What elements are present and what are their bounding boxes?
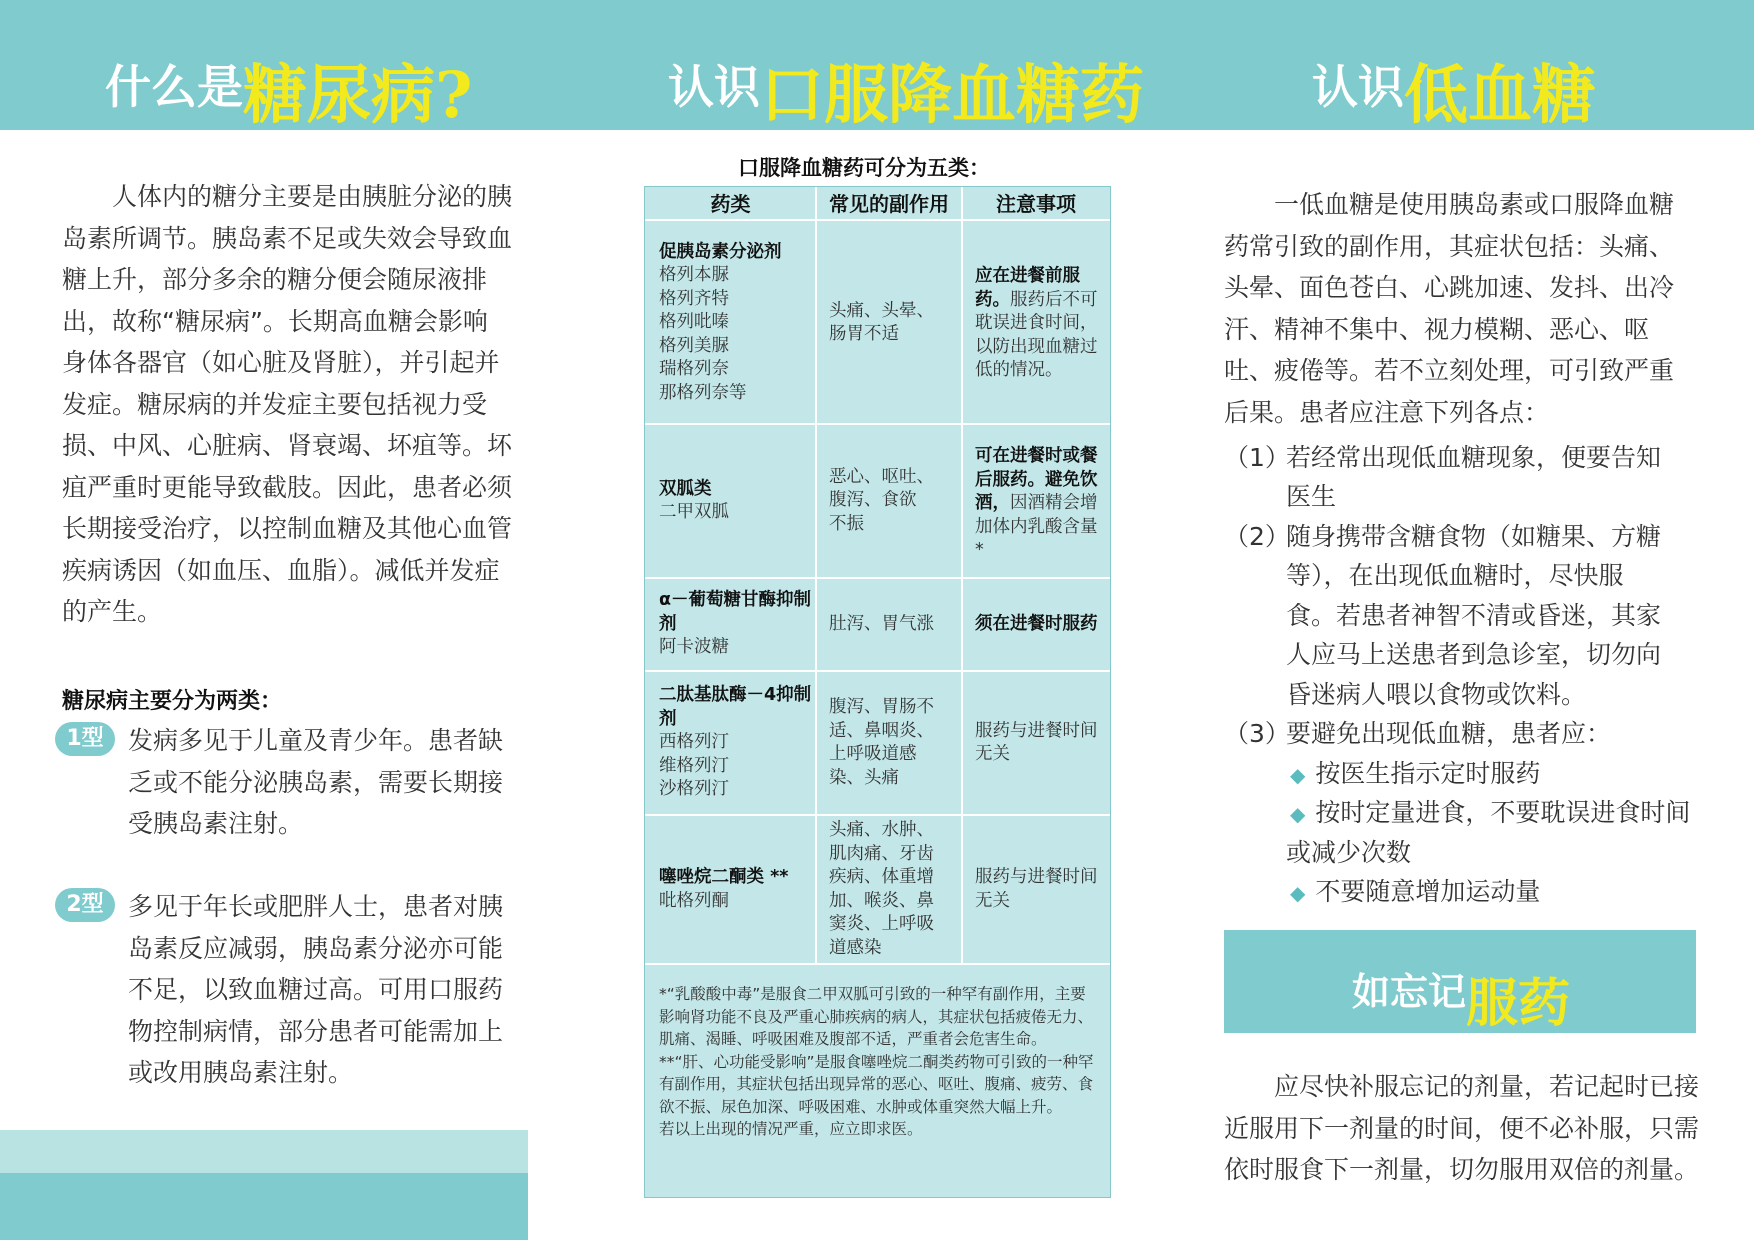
table-row-notes: 服药与进餐时间无关 [975, 720, 1098, 764]
right-section-title: 认识低血糖 [1312, 58, 1596, 133]
table-row-drug: 噻唑烷二酮类 ** 吡格列酮 [659, 867, 789, 911]
column-divider [961, 187, 963, 963]
type2-badge: 2型 [55, 888, 115, 922]
diamond-bullet-icon: ◆ [1290, 763, 1306, 787]
forgot-dose-banner [1224, 930, 1696, 1033]
table-header-drug: 药类 [645, 187, 816, 221]
list-item-text: 人应马上送患者到急诊室，切勿向 [1286, 640, 1662, 669]
hypoglycemia-list [1224, 438, 1696, 908]
bullet-item: ◆ 不要随意增加运动量 [1290, 877, 1541, 906]
table-caption: 口服降血糖药可分为五类： [738, 156, 990, 180]
table-row-side-effects: 腹泻、胃肠不 适、鼻咽炎、 上呼吸道感 染、头痛 [829, 697, 934, 788]
table-row-side-effects: 恶心、呕吐、 腹泻、食欲 不振 [829, 466, 934, 534]
type1-badge: 1型 [55, 722, 115, 756]
diabetes-intro: 人体内的糖分主要是由胰脏分泌的胰 岛素所调节。胰岛素不足或失效会导致血 糖上升，部分多余的糖分便会随尿液排 出，故称“糖尿病”。长期高血糖会影响 身体各器官（如心脏及肾脏），并引起并 发症。糖尿病的并发症主要包括视力受 损、中风、心脏病、肾衰竭、坏疽等。坏 疽严重时更能导致截肢。因此，患者必须 长期接受治疗，以控制血糖及其他心血管 疾病诱因（如血压、血脂）。减低并发症 的产生。 [62, 182, 513, 626]
bullet-item-continuation: 或减少次数 [1286, 838, 1412, 867]
table-header-side-effects: 常见的副作用 [816, 187, 962, 221]
list-item-text: 昏迷病人喂以食物或饮料。 [1286, 680, 1587, 709]
table-row-notes: 服药与进餐时间无关 [975, 867, 1098, 911]
hypoglycemia-intro: 一低血糖是使用胰岛素或口服降血糖 药常引致的副作用，其症状包括：头痛、 头晕、面色苍白、心跳加速、发抖、出冷 汗、精神不集中、视力模糊、恶心、呕 吐、疲倦等。若不立刻处理，可引致严重 后果。患者应注意下列各点： [1224, 190, 1675, 427]
list-item-text: 医生 [1286, 482, 1337, 511]
list-item-number: （2） [1224, 522, 1290, 551]
table-row-drug: 双胍类 二甲双胍 [659, 478, 729, 522]
row-divider [645, 963, 1110, 965]
list-item-number: （1） [1224, 443, 1290, 472]
table-row-notes: 应在进餐前服药。服药后不可耽误进食时间，以防出现血糖过低的情况。 [975, 266, 1098, 380]
diabetes-types-heading: 糖尿病主要分为两类： [62, 689, 283, 714]
table-row-drug: 促胰岛素分泌剂 格列本脲 格列齐特 格列吡嗪 格列美脲 瑞格列奈 那格列奈等 [659, 241, 782, 403]
table-row-drug: α－葡萄糖甘酶抑制剂 阿卡波糖 [659, 590, 812, 658]
diamond-bullet-icon: ◆ [1290, 881, 1306, 905]
table-row-notes: 须在进餐时服药 [975, 613, 1098, 634]
table-footnotes: *“乳酸酸中毒”是服食二甲双胍可引致的一种罕有副作用，主要影响肾功能不良及严重心肺疾病的病人，其症状包括疲倦无力、肌痛、渴睡、呼吸困难及腹部不适，严重者会危害生命。 **“肝、心功能受影响”是服食噻唑烷二酮类药物可引致的一种罕有副作用，其症状包括出现异常的恶心、呕吐、腹痛、疲劳、食欲不振、尿色加深、呼吸困难、水肿或体重突然大幅上升。 若以上出现的情况严重，应立即求医。 [659, 985, 1094, 1138]
table-row-side-effects: 肚泻、胃气涨 [829, 613, 934, 634]
list-item-text: 若经常出现低血糖现象，便要告知 [1286, 443, 1662, 472]
list-item-text: 随身携带含糖食物（如糖果、方糖 [1286, 522, 1662, 551]
diamond-bullet-icon: ◆ [1290, 802, 1306, 826]
list-item-number: （3） [1224, 719, 1290, 748]
list-item-text: 等），在出现低血糖时，尽快服 [1286, 561, 1624, 590]
left-section-title: 什么是糖尿病? [105, 58, 473, 133]
list-item-text: 要避免出现低血糖，患者应： [1286, 719, 1612, 748]
decorative-band-light [0, 1130, 528, 1173]
bullet-item: ◆ 按时定量进食，不要耽误进食时间 [1290, 798, 1691, 827]
drug-table [644, 186, 1111, 1198]
column-divider [815, 187, 817, 963]
list-item-text: 食。若患者神智不清或昏迷，其家 [1286, 601, 1662, 630]
decorative-band-dark [0, 1173, 528, 1240]
forgot-dose-title: 如忘记服药 [1352, 969, 1571, 1034]
table-row-notes: 可在进餐时或餐后服药。避免饮酒，因酒精会增加体内乳酸含量 * [975, 446, 1098, 560]
table-header-notes: 注意事项 [962, 187, 1110, 221]
type1-description: 发病多见于儿童及青少年。患者缺 乏或不能分泌胰岛素，需要长期接 受胰岛素注射。 [128, 726, 504, 838]
table-row-side-effects: 头痛、水肿、 肌肉痛、牙齿 疾病、体重增 加、喉炎、鼻 窦炎、上呼吸 道感染 [829, 820, 934, 958]
table-row-side-effects: 头痛、头晕、 肠胃不适 [829, 300, 934, 344]
type2-description: 多见于年长或肥胖人士，患者对胰 岛素反应减弱，胰岛素分泌亦可能 不足，以致血糖过高。可用口服药 物控制病情，部分患者可能需加上 或改用胰岛素注射。 [128, 892, 504, 1087]
table-row-drug: 二肽基肽酶－4抑制剂 西格列汀 维格列汀 沙格列汀 [659, 685, 812, 800]
middle-section-title: 认识口服降血糖药 [668, 58, 1144, 133]
forgot-dose-text: 应尽快补服忘记的剂量，若记起时已接 近服用下一剂量的时间，便不必补服，只需 依时服食下一剂量，切勿服用双倍的剂量。 [1224, 1072, 1700, 1184]
bullet-item: ◆ 按医生指示定时服药 [1290, 759, 1541, 788]
